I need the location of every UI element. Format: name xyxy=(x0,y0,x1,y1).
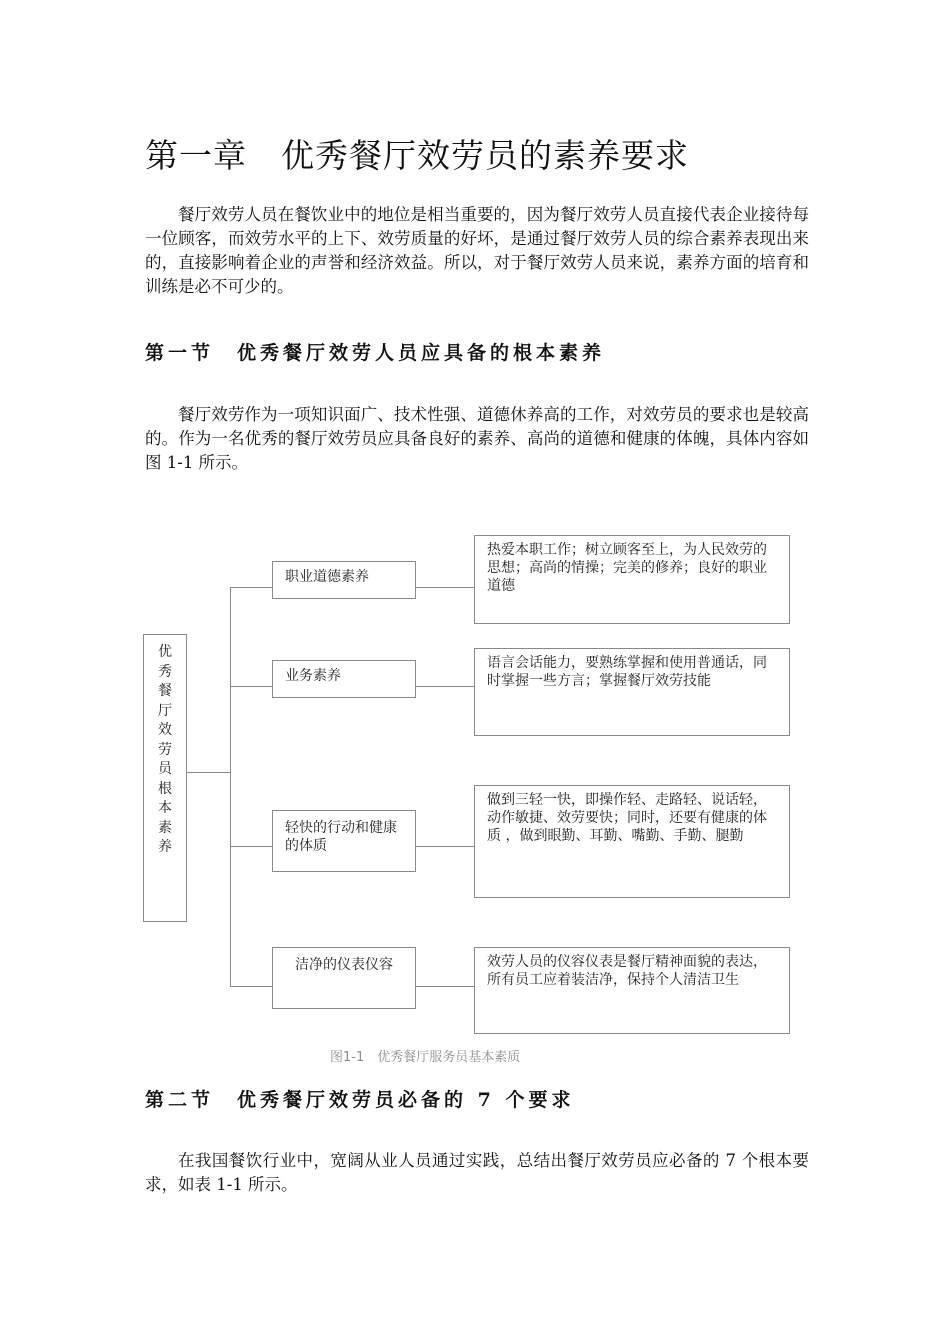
desc-connector xyxy=(416,846,474,847)
description-box xyxy=(474,535,790,624)
section-2-title: 第二节 优秀餐厅效劳员必备的 7 个要求 xyxy=(145,1089,575,1111)
category-box xyxy=(272,947,416,1009)
section-2-paragraph: 在我国餐饮行业中，宽阔从业人员通过实践，总结出餐厅效劳员应必备的 7 个根本要求，如表 1-1 所示。 xyxy=(145,1151,809,1194)
category-box xyxy=(272,810,416,872)
category-box xyxy=(272,660,416,698)
chapter-intro-paragraph: 餐厅效劳人员在餐饮业中的地位是相当重要的，因为餐厅效劳人员直接代表企业接待每一位顾客，而效劳水平的上下、效劳质量的好坏，是通过餐厅效劳人员的综合素养表现出来的，直接影响着企业的声誉和经济效益。所以，对于餐厅效劳人员来说，素养方面的培育和训练是必不可少的。 xyxy=(145,205,809,296)
trunk-line xyxy=(230,587,231,986)
description-box xyxy=(474,785,790,898)
figure-caption: 图1-1 优秀餐厅服务员基本素质 xyxy=(330,1050,521,1065)
desc-connector xyxy=(416,587,474,588)
diagram-root-label: 优秀餐厅效劳员根本素养 xyxy=(158,644,172,855)
category-label: 轻快的行动和健康的体质 xyxy=(285,820,397,854)
root-connector xyxy=(187,772,230,773)
chapter-title: 第一章 优秀餐厅效劳员的素养要求 xyxy=(145,136,689,175)
desc-connector xyxy=(416,986,474,987)
branch-line xyxy=(230,846,272,847)
category-label: 职业道德素养 xyxy=(285,569,369,585)
branch-line xyxy=(230,686,272,687)
category-label: 洁净的仪表仪容 xyxy=(295,957,393,973)
diagram-root-box xyxy=(143,634,187,922)
category-label: 业务素养 xyxy=(285,668,341,684)
description-box xyxy=(474,947,790,1034)
desc-connector xyxy=(416,686,474,687)
description-text: 做到三轻一快，即操作轻、走路轻、说话轻，动作敏捷、效劳要快；同时，还要有健康的体质 ，做到眼勤、耳勤、嘴勤、手勤、腿勤 xyxy=(487,792,767,844)
description-text: 热爱本职工作；树立顾客至上，为人民效劳的思想；高尚的情操；完美的修养；良好的职业道德 xyxy=(487,542,767,594)
branch-line xyxy=(230,587,272,588)
category-box xyxy=(272,561,416,599)
description-text: 效劳人员的仪容仪表是餐厅精神面貌的表达，所有员工应着装洁净，保持个人清洁卫生 xyxy=(487,954,767,988)
description-text: 语言会话能力，要熟练掌握和使用普通话，同时掌握一些方言；掌握餐厅效劳技能 xyxy=(487,655,767,689)
section-1-paragraph: 餐厅效劳作为一项知识面广、技术性强、道德休养高的工作，对效劳员的要求也是较高的。作为一名优秀的餐厅效劳员应具备良好的素养、高尚的道德和健康的体魄，具体内容如图 1-1 所示。 xyxy=(145,405,809,472)
section-1-title: 第一节 优秀餐厅效劳人员应具备的根本素养 xyxy=(145,342,606,364)
branch-line xyxy=(230,986,272,987)
description-box xyxy=(474,648,790,736)
